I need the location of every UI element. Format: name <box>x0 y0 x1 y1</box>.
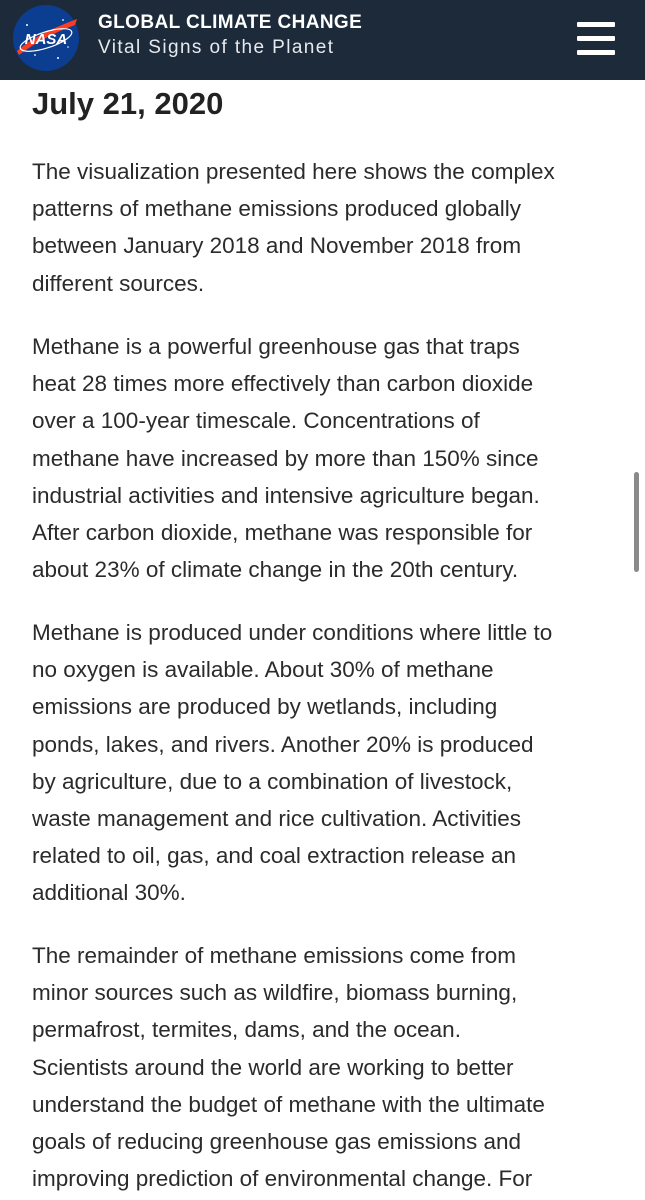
paragraph-line: heat 28 times more effectively than carbon dioxide <box>32 371 534 397</box>
paragraph-line: by agriculture, due to a combination of livestock, <box>32 768 513 794</box>
article-paragraph <box>32 328 622 588</box>
paragraph-line: between January 2018 and November 2018 from <box>32 233 522 259</box>
nasa-logo[interactable] <box>11 3 81 73</box>
paragraph-line: related to oil, gas, and coal extraction release an <box>32 843 517 869</box>
paragraph-line: improving prediction of environmental change. For <box>32 1166 533 1192</box>
article-paragraph <box>32 153 622 302</box>
paragraph-line: methane have increased by more than 150% since <box>32 445 539 471</box>
paragraph-line: additional 30%. <box>32 880 186 906</box>
vertical-scrollbar[interactable] <box>634 472 639 572</box>
paragraph-line: ponds, lakes, and rivers. Another 20% is produced <box>32 731 534 757</box>
paragraph-line: Scientists around the world are working to better <box>32 1054 514 1080</box>
paragraph-line: minor sources such as wildfire, biomass burning, <box>32 980 518 1006</box>
article-paragraph <box>32 937 622 1197</box>
paragraph-line: waste management and rice cultivation. Activities <box>32 806 521 832</box>
paragraph-line: industrial activities and intensive agriculture began. <box>32 482 540 508</box>
paragraph-line: Methane is a powerful greenhouse gas that traps <box>32 334 520 359</box>
paragraph-line: over a 100-year timescale. Concentrations of <box>32 408 480 434</box>
site-header <box>0 0 645 80</box>
paragraph-line: emissions are produced by wetlands, including <box>32 694 498 720</box>
paragraph-line: The remainder of methane emissions come from <box>32 943 516 968</box>
article-content <box>0 80 645 1200</box>
paragraph-line: The visualization presented here shows the complex <box>32 159 555 184</box>
paragraph-line: Methane is produced under conditions where little to <box>32 620 553 645</box>
paragraph-line: goals of reducing greenhouse gas emissions and <box>32 1129 522 1155</box>
paragraph-line: permafrost, termites, dams, and the ocean. <box>32 1017 461 1043</box>
paragraph-line: no oxygen is available. About 30% of methane <box>32 657 494 683</box>
paragraph-line: patterns of methane emissions produced globally <box>32 196 522 222</box>
svg-text:NASA: NASA <box>24 31 68 48</box>
site-title[interactable]: GLOBAL CLIMATE CHANGE <box>98 12 363 33</box>
article-date: July 21, 2020 <box>32 86 224 121</box>
paragraph-line: different sources. <box>32 270 205 296</box>
menu-button[interactable] <box>572 20 618 56</box>
paragraph-line: about 23% of climate change in the 20th century. <box>32 557 519 583</box>
paragraph-line: understand the budget of methane with the ultimate <box>32 1091 545 1117</box>
paragraph-line: After carbon dioxide, methane was responsible for <box>32 520 533 546</box>
site-subtitle: Vital Signs of the Planet <box>98 37 335 58</box>
article-paragraph <box>32 614 622 912</box>
